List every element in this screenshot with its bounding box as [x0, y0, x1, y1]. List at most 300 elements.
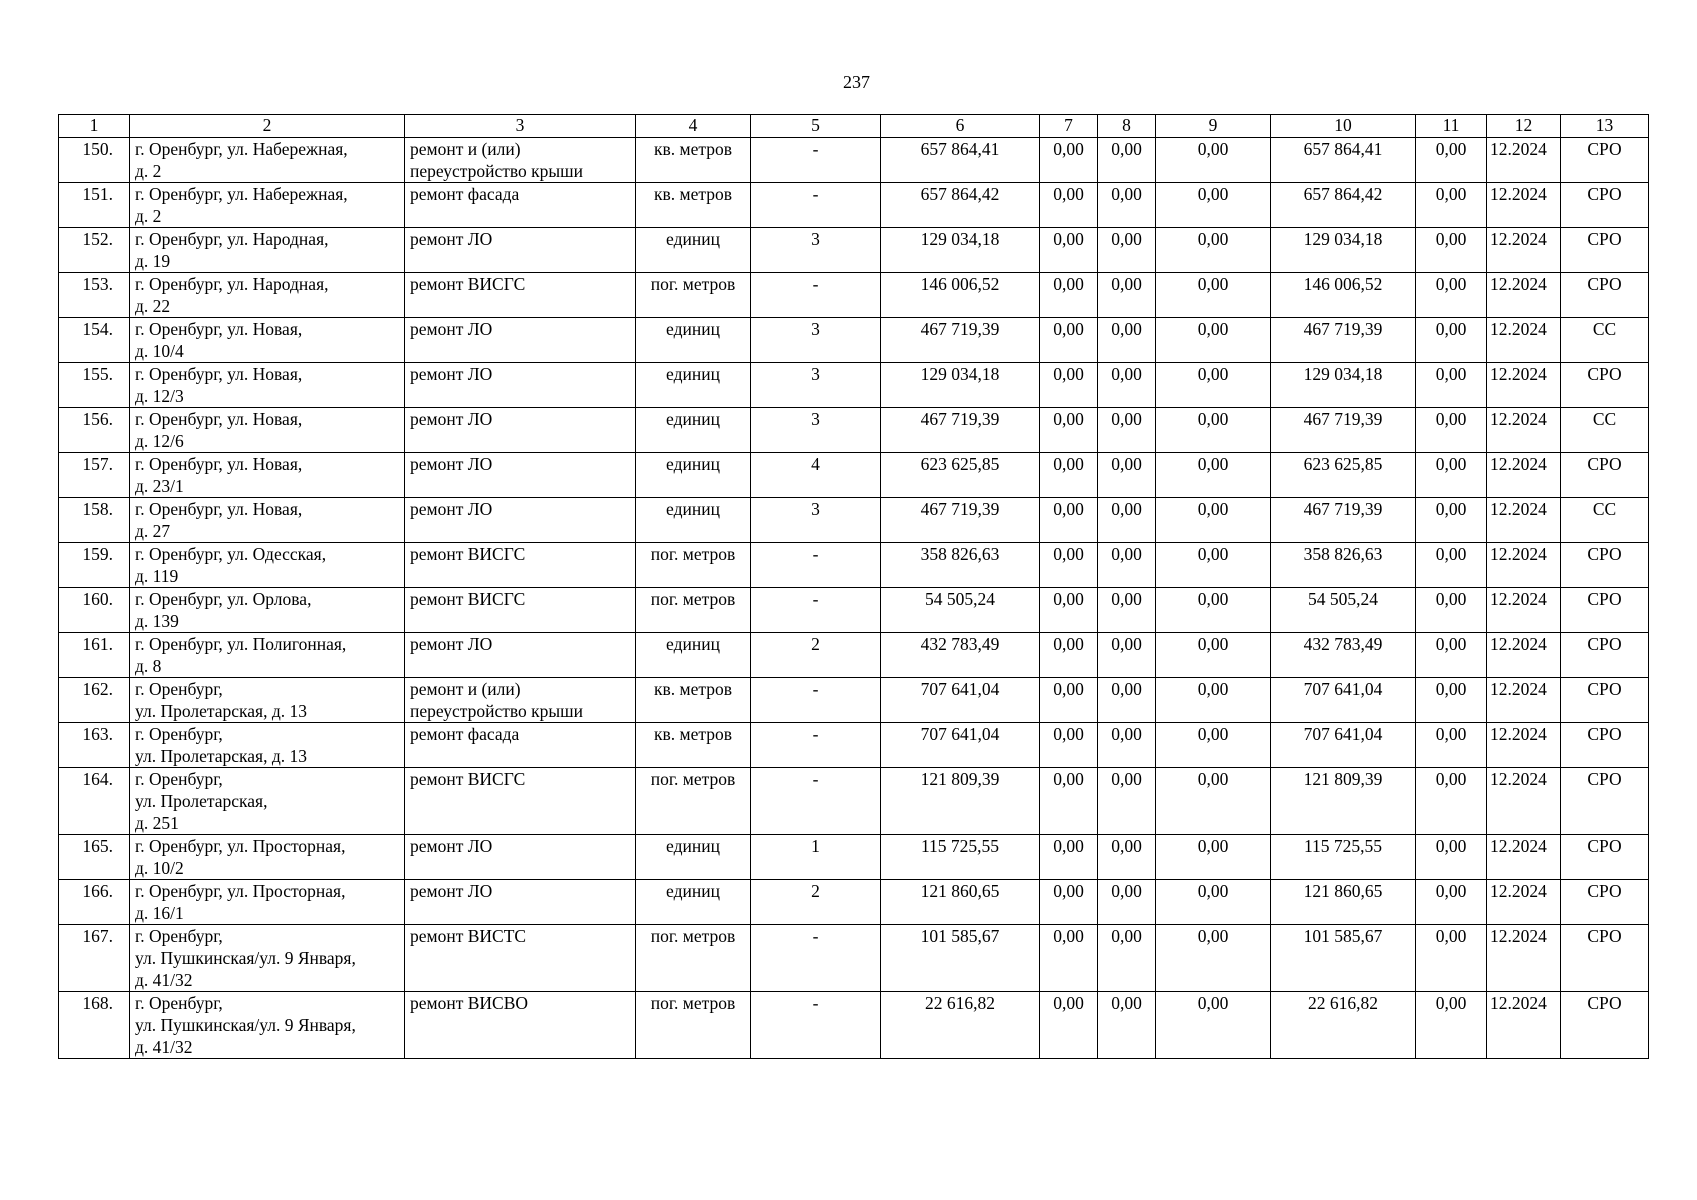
- total-cost-cell: 129 034,18: [881, 228, 1040, 273]
- fund-9-cell: 0,00: [1156, 678, 1271, 723]
- row-number-cell: 153.: [59, 273, 130, 318]
- address-line: д. 2: [135, 206, 162, 226]
- table-row: [59, 835, 1649, 880]
- fund-8-cell: 0,00: [1098, 453, 1156, 498]
- total-cost-cell: 22 616,82: [881, 992, 1040, 1059]
- work-type-line: переустройство крыши: [410, 161, 583, 181]
- work-type-cell: [405, 678, 636, 723]
- fund-8-cell: 0,00: [1098, 543, 1156, 588]
- address-line: д. 12/3: [135, 386, 184, 406]
- fund-7-cell: 0,00: [1040, 678, 1098, 723]
- row-number-cell: 166.: [59, 880, 130, 925]
- fund-8-cell: 0,00: [1098, 408, 1156, 453]
- fund-7-cell: 0,00: [1040, 835, 1098, 880]
- unit-cell: единиц: [636, 363, 751, 408]
- address-line: г. Оренбург,: [135, 993, 223, 1013]
- fund-10-cell: 467 719,39: [1271, 408, 1416, 453]
- fund-9-cell: 0,00: [1156, 183, 1271, 228]
- fund-10-cell: 129 034,18: [1271, 228, 1416, 273]
- address-cell: [130, 768, 405, 835]
- funding-source-cell: СРО: [1561, 723, 1649, 768]
- fund-11-cell: 0,00: [1416, 588, 1487, 633]
- total-cost-cell: 467 719,39: [881, 318, 1040, 363]
- completion-date-cell: 12.2024: [1487, 880, 1561, 925]
- quantity-cell: 4: [751, 453, 881, 498]
- fund-11-cell: 0,00: [1416, 678, 1487, 723]
- work-type-cell: [405, 318, 636, 363]
- fund-10-cell: 22 616,82: [1271, 992, 1416, 1059]
- total-cost-cell: 121 860,65: [881, 880, 1040, 925]
- fund-10-cell: 707 641,04: [1271, 678, 1416, 723]
- address-line: г. Оренбург, ул. Набережная,: [135, 139, 348, 159]
- funding-source-cell: СРО: [1561, 588, 1649, 633]
- fund-7-cell: 0,00: [1040, 992, 1098, 1059]
- address-line: г. Оренбург, ул. Орлова,: [135, 589, 312, 609]
- work-type-cell: [405, 138, 636, 183]
- table-row: [59, 228, 1649, 273]
- unit-cell: единиц: [636, 633, 751, 678]
- address-cell: [130, 678, 405, 723]
- address-line: д. 16/1: [135, 903, 184, 923]
- unit-cell: пог. метров: [636, 925, 751, 992]
- quantity-cell: -: [751, 768, 881, 835]
- unit-cell: единиц: [636, 228, 751, 273]
- quantity-cell: 3: [751, 318, 881, 363]
- fund-8-cell: 0,00: [1098, 363, 1156, 408]
- completion-date-cell: 12.2024: [1487, 138, 1561, 183]
- fund-7-cell: 0,00: [1040, 880, 1098, 925]
- funding-source-cell: СРО: [1561, 678, 1649, 723]
- unit-cell: единиц: [636, 453, 751, 498]
- unit-cell: единиц: [636, 835, 751, 880]
- total-cost-cell: 146 006,52: [881, 273, 1040, 318]
- fund-8-cell: 0,00: [1098, 588, 1156, 633]
- quantity-cell: -: [751, 183, 881, 228]
- funding-source-cell: СРО: [1561, 633, 1649, 678]
- fund-10-cell: 101 585,67: [1271, 925, 1416, 992]
- fund-11-cell: 0,00: [1416, 925, 1487, 992]
- fund-11-cell: 0,00: [1416, 992, 1487, 1059]
- table-row: [59, 273, 1649, 318]
- address-line: г. Оренбург,: [135, 926, 223, 946]
- quantity-cell: 3: [751, 408, 881, 453]
- address-line: г. Оренбург, ул. Набережная,: [135, 184, 348, 204]
- fund-9-cell: 0,00: [1156, 363, 1271, 408]
- funding-source-cell: СРО: [1561, 992, 1649, 1059]
- quantity-cell: -: [751, 723, 881, 768]
- row-number-cell: 156.: [59, 408, 130, 453]
- address-cell: [130, 633, 405, 678]
- funding-source-cell: СРО: [1561, 543, 1649, 588]
- row-number-cell: 168.: [59, 992, 130, 1059]
- fund-11-cell: 0,00: [1416, 543, 1487, 588]
- completion-date-cell: 12.2024: [1487, 363, 1561, 408]
- unit-cell: единиц: [636, 498, 751, 543]
- row-number-cell: 167.: [59, 925, 130, 992]
- address-line: д. 22: [135, 296, 171, 316]
- address-line: г. Оренбург,: [135, 679, 223, 699]
- funding-source-cell: СРО: [1561, 880, 1649, 925]
- work-type-line: переустройство крыши: [410, 701, 583, 721]
- address-line: д. 10/2: [135, 858, 184, 878]
- funding-source-cell: СРО: [1561, 273, 1649, 318]
- address-cell: [130, 543, 405, 588]
- fund-7-cell: 0,00: [1040, 633, 1098, 678]
- address-line: ул. Пролетарская,: [135, 791, 268, 811]
- fund-10-cell: 657 864,41: [1271, 138, 1416, 183]
- total-cost-cell: 657 864,42: [881, 183, 1040, 228]
- funding-source-cell: СС: [1561, 318, 1649, 363]
- fund-10-cell: 467 719,39: [1271, 498, 1416, 543]
- work-type-line: ремонт и (или): [410, 679, 521, 699]
- table-row: [59, 183, 1649, 228]
- fund-10-cell: 467 719,39: [1271, 318, 1416, 363]
- fund-9-cell: 0,00: [1156, 138, 1271, 183]
- fund-10-cell: 707 641,04: [1271, 723, 1416, 768]
- address-line: г. Оренбург, ул. Новая,: [135, 499, 303, 519]
- work-type-cell: [405, 723, 636, 768]
- fund-8-cell: 0,00: [1098, 318, 1156, 363]
- address-line: д. 19: [135, 251, 171, 271]
- fund-8-cell: 0,00: [1098, 678, 1156, 723]
- address-line: д. 41/32: [135, 1037, 193, 1057]
- fund-11-cell: 0,00: [1416, 498, 1487, 543]
- table-row: [59, 768, 1649, 835]
- column-header: 9: [1156, 115, 1271, 138]
- row-number-cell: 163.: [59, 723, 130, 768]
- fund-10-cell: 54 505,24: [1271, 588, 1416, 633]
- completion-date-cell: 12.2024: [1487, 318, 1561, 363]
- work-type-cell: [405, 273, 636, 318]
- unit-cell: пог. метров: [636, 543, 751, 588]
- fund-11-cell: 0,00: [1416, 228, 1487, 273]
- work-type-line: ремонт ВИСГС: [410, 589, 526, 609]
- work-type-line: ремонт ЛО: [410, 229, 493, 249]
- table-row: [59, 925, 1649, 992]
- work-type-cell: [405, 228, 636, 273]
- address-cell: [130, 408, 405, 453]
- quantity-cell: 3: [751, 498, 881, 543]
- completion-date-cell: 12.2024: [1487, 543, 1561, 588]
- unit-cell: пог. метров: [636, 273, 751, 318]
- quantity-cell: 1: [751, 835, 881, 880]
- quantity-cell: 3: [751, 228, 881, 273]
- work-type-cell: [405, 183, 636, 228]
- fund-11-cell: 0,00: [1416, 633, 1487, 678]
- fund-8-cell: 0,00: [1098, 498, 1156, 543]
- column-header: 11: [1416, 115, 1487, 138]
- work-type-cell: [405, 992, 636, 1059]
- fund-9-cell: 0,00: [1156, 925, 1271, 992]
- fund-10-cell: 432 783,49: [1271, 633, 1416, 678]
- quantity-cell: -: [751, 588, 881, 633]
- quantity-cell: -: [751, 678, 881, 723]
- work-type-line: ремонт ВИСГС: [410, 544, 526, 564]
- work-type-line: ремонт ВИСВО: [410, 993, 529, 1013]
- fund-7-cell: 0,00: [1040, 273, 1098, 318]
- row-number-cell: 161.: [59, 633, 130, 678]
- quantity-cell: -: [751, 925, 881, 992]
- funding-source-cell: СРО: [1561, 363, 1649, 408]
- quantity-cell: 2: [751, 880, 881, 925]
- fund-9-cell: 0,00: [1156, 588, 1271, 633]
- address-line: д. 251: [135, 813, 179, 833]
- completion-date-cell: 12.2024: [1487, 183, 1561, 228]
- fund-7-cell: 0,00: [1040, 408, 1098, 453]
- funding-source-cell: СРО: [1561, 768, 1649, 835]
- unit-cell: пог. метров: [636, 588, 751, 633]
- address-line: г. Оренбург,: [135, 769, 223, 789]
- funding-source-cell: СС: [1561, 498, 1649, 543]
- table-row: [59, 408, 1649, 453]
- unit-cell: пог. метров: [636, 992, 751, 1059]
- capital-repair-table: [58, 114, 1649, 1059]
- table-row: [59, 678, 1649, 723]
- unit-cell: единиц: [636, 408, 751, 453]
- completion-date-cell: 12.2024: [1487, 228, 1561, 273]
- total-cost-cell: 707 641,04: [881, 678, 1040, 723]
- completion-date-cell: 12.2024: [1487, 498, 1561, 543]
- total-cost-cell: 101 585,67: [881, 925, 1040, 992]
- total-cost-cell: 115 725,55: [881, 835, 1040, 880]
- total-cost-cell: 707 641,04: [881, 723, 1040, 768]
- fund-7-cell: 0,00: [1040, 925, 1098, 992]
- fund-7-cell: 0,00: [1040, 543, 1098, 588]
- fund-8-cell: 0,00: [1098, 138, 1156, 183]
- column-header: 3: [405, 115, 636, 138]
- column-number-row: [59, 115, 1649, 138]
- work-type-line: ремонт ЛО: [410, 881, 493, 901]
- address-line: г. Оренбург, ул. Просторная,: [135, 836, 346, 856]
- address-cell: [130, 588, 405, 633]
- row-number-cell: 159.: [59, 543, 130, 588]
- fund-8-cell: 0,00: [1098, 723, 1156, 768]
- address-line: г. Оренбург, ул. Новая,: [135, 319, 303, 339]
- address-line: д. 27: [135, 521, 171, 541]
- address-line: ул. Пушкинская/ул. 9 Января,: [135, 948, 356, 968]
- work-type-line: ремонт ЛО: [410, 634, 493, 654]
- row-number-cell: 152.: [59, 228, 130, 273]
- address-cell: [130, 183, 405, 228]
- fund-11-cell: 0,00: [1416, 453, 1487, 498]
- address-cell: [130, 363, 405, 408]
- work-type-line: ремонт ВИСГС: [410, 274, 526, 294]
- unit-cell: кв. метров: [636, 678, 751, 723]
- completion-date-cell: 12.2024: [1487, 273, 1561, 318]
- address-cell: [130, 723, 405, 768]
- table-row: [59, 992, 1649, 1059]
- row-number-cell: 162.: [59, 678, 130, 723]
- address-line: г. Оренбург,: [135, 724, 223, 744]
- fund-8-cell: 0,00: [1098, 992, 1156, 1059]
- fund-9-cell: 0,00: [1156, 768, 1271, 835]
- fund-11-cell: 0,00: [1416, 723, 1487, 768]
- row-number-cell: 157.: [59, 453, 130, 498]
- address-cell: [130, 138, 405, 183]
- column-header: 2: [130, 115, 405, 138]
- fund-11-cell: 0,00: [1416, 768, 1487, 835]
- address-cell: [130, 498, 405, 543]
- funding-source-cell: СРО: [1561, 228, 1649, 273]
- work-type-line: ремонт фасада: [410, 724, 520, 744]
- fund-11-cell: 0,00: [1416, 318, 1487, 363]
- completion-date-cell: 12.2024: [1487, 633, 1561, 678]
- row-number-cell: 160.: [59, 588, 130, 633]
- total-cost-cell: 358 826,63: [881, 543, 1040, 588]
- address-line: г. Оренбург, ул. Новая,: [135, 364, 303, 384]
- fund-9-cell: 0,00: [1156, 408, 1271, 453]
- row-number-cell: 151.: [59, 183, 130, 228]
- total-cost-cell: 432 783,49: [881, 633, 1040, 678]
- table-row: [59, 138, 1649, 183]
- address-cell: [130, 273, 405, 318]
- funding-source-cell: СС: [1561, 408, 1649, 453]
- address-line: д. 119: [135, 566, 179, 586]
- fund-7-cell: 0,00: [1040, 228, 1098, 273]
- completion-date-cell: 12.2024: [1487, 723, 1561, 768]
- column-header: 4: [636, 115, 751, 138]
- completion-date-cell: 12.2024: [1487, 925, 1561, 992]
- fund-9-cell: 0,00: [1156, 453, 1271, 498]
- fund-9-cell: 0,00: [1156, 633, 1271, 678]
- column-header: 12: [1487, 115, 1561, 138]
- address-line: д. 8: [135, 656, 162, 676]
- fund-10-cell: 121 809,39: [1271, 768, 1416, 835]
- total-cost-cell: 467 719,39: [881, 498, 1040, 543]
- fund-11-cell: 0,00: [1416, 273, 1487, 318]
- completion-date-cell: 12.2024: [1487, 678, 1561, 723]
- work-type-cell: [405, 880, 636, 925]
- quantity-cell: -: [751, 992, 881, 1059]
- work-type-line: ремонт ЛО: [410, 409, 493, 429]
- work-type-line: ремонт и (или): [410, 139, 521, 159]
- work-type-line: ремонт ВИСТС: [410, 926, 527, 946]
- fund-10-cell: 121 860,65: [1271, 880, 1416, 925]
- column-header: 5: [751, 115, 881, 138]
- fund-8-cell: 0,00: [1098, 633, 1156, 678]
- column-header: 13: [1561, 115, 1649, 138]
- address-line: г. Оренбург, ул. Просторная,: [135, 881, 346, 901]
- fund-7-cell: 0,00: [1040, 183, 1098, 228]
- quantity-cell: 2: [751, 633, 881, 678]
- funding-source-cell: СРО: [1561, 183, 1649, 228]
- total-cost-cell: 467 719,39: [881, 408, 1040, 453]
- work-type-cell: [405, 543, 636, 588]
- row-number-cell: 150.: [59, 138, 130, 183]
- fund-7-cell: 0,00: [1040, 363, 1098, 408]
- work-type-cell: [405, 363, 636, 408]
- fund-9-cell: 0,00: [1156, 723, 1271, 768]
- address-line: ул. Пушкинская/ул. 9 Января,: [135, 1015, 356, 1035]
- fund-10-cell: 657 864,42: [1271, 183, 1416, 228]
- fund-9-cell: 0,00: [1156, 880, 1271, 925]
- fund-9-cell: 0,00: [1156, 273, 1271, 318]
- row-number-cell: 158.: [59, 498, 130, 543]
- address-line: г. Оренбург, ул. Новая,: [135, 454, 303, 474]
- fund-7-cell: 0,00: [1040, 498, 1098, 543]
- work-type-cell: [405, 588, 636, 633]
- fund-9-cell: 0,00: [1156, 318, 1271, 363]
- funding-source-cell: СРО: [1561, 453, 1649, 498]
- fund-8-cell: 0,00: [1098, 273, 1156, 318]
- unit-cell: пог. метров: [636, 768, 751, 835]
- funding-source-cell: СРО: [1561, 925, 1649, 992]
- completion-date-cell: 12.2024: [1487, 768, 1561, 835]
- table-row: [59, 498, 1649, 543]
- work-type-cell: [405, 633, 636, 678]
- fund-11-cell: 0,00: [1416, 408, 1487, 453]
- quantity-cell: -: [751, 273, 881, 318]
- address-cell: [130, 228, 405, 273]
- address-line: д. 41/32: [135, 970, 193, 990]
- row-number-cell: 164.: [59, 768, 130, 835]
- completion-date-cell: 12.2024: [1487, 835, 1561, 880]
- quantity-cell: -: [751, 138, 881, 183]
- work-type-line: ремонт ЛО: [410, 499, 493, 519]
- address-line: д. 12/6: [135, 431, 184, 451]
- quantity-cell: 3: [751, 363, 881, 408]
- fund-8-cell: 0,00: [1098, 183, 1156, 228]
- work-type-line: ремонт ЛО: [410, 836, 493, 856]
- unit-cell: единиц: [636, 880, 751, 925]
- fund-11-cell: 0,00: [1416, 880, 1487, 925]
- address-cell: [130, 318, 405, 363]
- completion-date-cell: 12.2024: [1487, 453, 1561, 498]
- fund-10-cell: 115 725,55: [1271, 835, 1416, 880]
- column-header: 7: [1040, 115, 1098, 138]
- work-type-line: ремонт ЛО: [410, 364, 493, 384]
- total-cost-cell: 121 809,39: [881, 768, 1040, 835]
- table-row: [59, 633, 1649, 678]
- funding-source-cell: СРО: [1561, 835, 1649, 880]
- table-row: [59, 543, 1649, 588]
- fund-11-cell: 0,00: [1416, 183, 1487, 228]
- total-cost-cell: 623 625,85: [881, 453, 1040, 498]
- table-row: [59, 453, 1649, 498]
- unit-cell: единиц: [636, 318, 751, 363]
- fund-11-cell: 0,00: [1416, 835, 1487, 880]
- row-number-cell: 155.: [59, 363, 130, 408]
- fund-7-cell: 0,00: [1040, 768, 1098, 835]
- fund-7-cell: 0,00: [1040, 318, 1098, 363]
- funding-source-cell: СРО: [1561, 138, 1649, 183]
- work-type-cell: [405, 453, 636, 498]
- address-cell: [130, 880, 405, 925]
- column-header: 6: [881, 115, 1040, 138]
- work-type-cell: [405, 835, 636, 880]
- address-line: г. Оренбург, ул. Новая,: [135, 409, 303, 429]
- work-type-line: ремонт ЛО: [410, 454, 493, 474]
- address-line: д. 2: [135, 161, 162, 181]
- address-line: г. Оренбург, ул. Народная,: [135, 274, 329, 294]
- total-cost-cell: 657 864,41: [881, 138, 1040, 183]
- address-cell: [130, 925, 405, 992]
- address-line: д. 139: [135, 611, 179, 631]
- row-number-cell: 165.: [59, 835, 130, 880]
- work-type-cell: [405, 498, 636, 543]
- address-line: ул. Пролетарская, д. 13: [135, 701, 307, 721]
- fund-7-cell: 0,00: [1040, 138, 1098, 183]
- column-header: 10: [1271, 115, 1416, 138]
- work-type-cell: [405, 408, 636, 453]
- total-cost-cell: 129 034,18: [881, 363, 1040, 408]
- fund-8-cell: 0,00: [1098, 880, 1156, 925]
- fund-9-cell: 0,00: [1156, 992, 1271, 1059]
- address-line: ул. Пролетарская, д. 13: [135, 746, 307, 766]
- total-cost-cell: 54 505,24: [881, 588, 1040, 633]
- work-type-line: ремонт фасада: [410, 184, 520, 204]
- address-cell: [130, 992, 405, 1059]
